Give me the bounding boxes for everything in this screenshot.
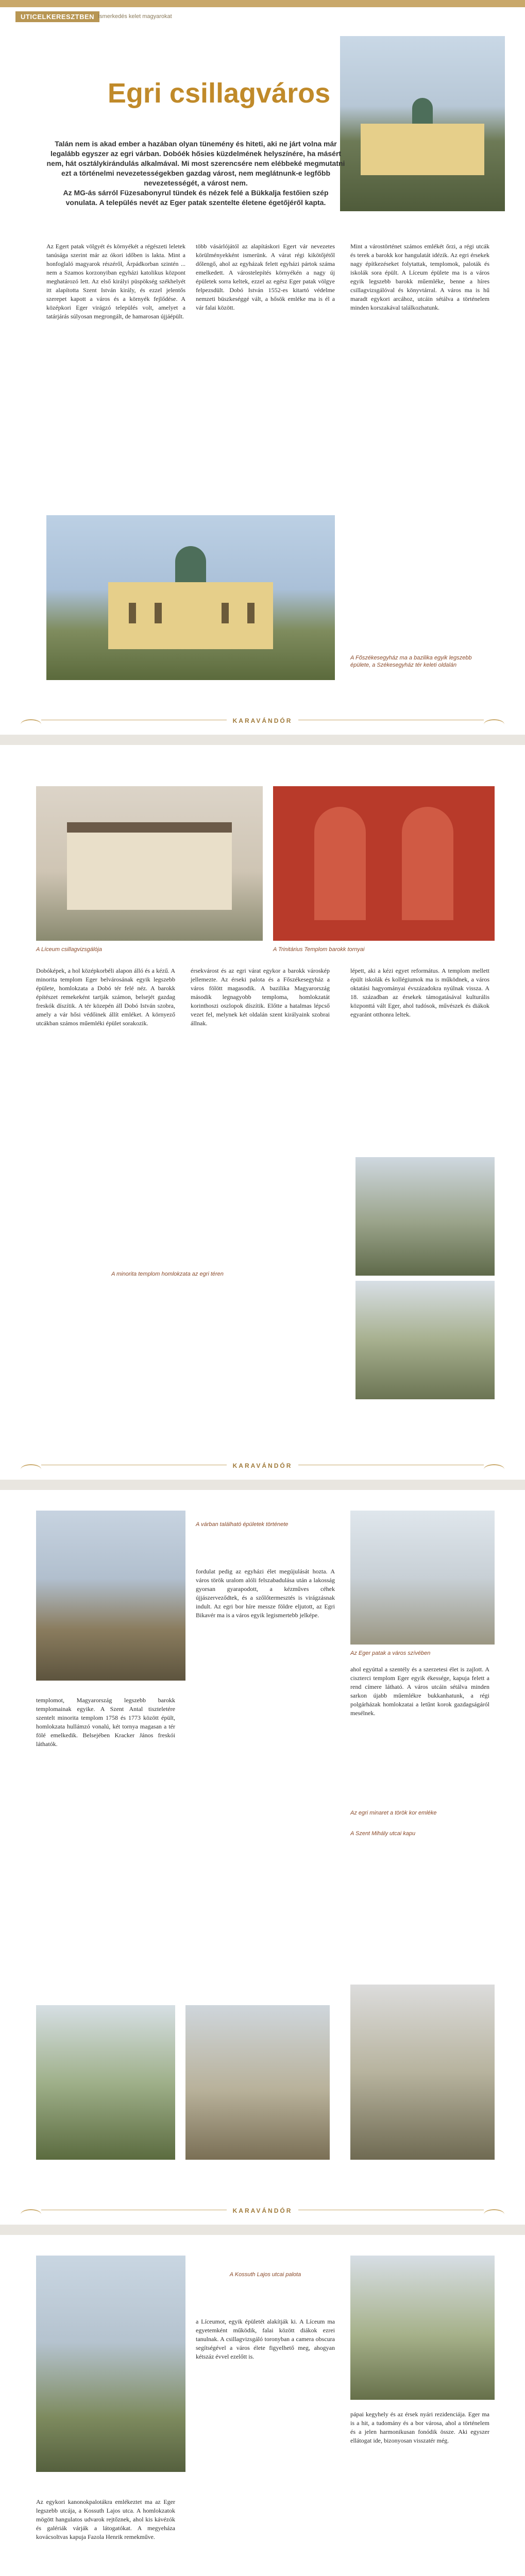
lyceum-photo — [36, 786, 263, 941]
courtyard-photo — [350, 1985, 495, 2160]
header-photo — [340, 36, 505, 211]
text-column-1: Az Egert patak völgyét és környékét a régészeti leletek tanúsága szerint már az ókori időben is lakta. Mint a honfoglaló magyarok részéről, Árpádkorban szintén ... nem a Szamos korzonyiban egyházi katolikus központ meghatározó lett. Az első királyi püspökség székhelyét itt alapította Szent István király, és ezzel jelentős szerepet kapott a város és a környék fejlődése. A középkori Eger virágzó település volt, amelyet a tatárjárás súlyosan megrongált, de hamarosan újjáépült. — [46, 243, 185, 320]
text-column-2: több vásárlójától az alapításkori Egert vár nevezetes körülményekként ismerünk. A várat régi kikötőjétől dőlengő, ahol az egyházak felett egyházi pártok száma emelkedett. A várostelepítés környékén a nagy új épületek sorra keltek, ezzel az egész Eger patak völgye felpezsdült. Dobó István 1552-es kitartó védelme nemzeti büszkeséggé vált, a hősök emléke ma is él a vár falai között. — [196, 243, 335, 311]
caption-3: A Trinitárius Templom barokk tornyai — [273, 946, 365, 953]
text-column-3: Mint a várostörténet számos emlékét őrzi, a régi utcák és terek a barokk kor hangulatát idézik. Az egri érsekek nagy építkezéseket folytattak, templomok, paloták és iskolák sora épült. A Líceum épülete ma is a város egyik legszebb barokk műemléke, benne a híres csillagvizsgálóval és könyvtárral. A város ma is hű maradt egykori arcához, utcáin sétálva a történelem minden korszakával találkozhatunk. — [350, 243, 489, 311]
castle-wall-photo — [355, 1157, 495, 1276]
page-1 — [0, 0, 525, 735]
section-tag: UTICELKERESZTBEN — [15, 11, 99, 22]
article-title: Egri csillagváros — [107, 78, 331, 109]
article-lead-2: Az MG-ás sárról Füzesabonyrul tündek és nézek felé a Bükkalja festőien szép vonulata. A település nevét az Eger patak szentelte életene égetőjéről kapta. — [63, 189, 329, 207]
caption-8: A Szent Mihály utcai kapu — [350, 1831, 416, 1837]
caption-6: Az Eger patak a város szívében — [350, 1650, 431, 1656]
garden-photo — [36, 2005, 175, 2160]
footer-label: KARAVÁNDÓR — [232, 2207, 293, 2214]
text-column-2: érsekvárost és az egri várat egykor a barokk városkép jellemezte. Az érseki palota és a Főszékesegyház a város fölött magasodik. A bazilika Magyarország második legnagyobb temploma, homlokzatát korinthoszi oszlopok díszítik. Előtte a hatalmas lépcső vezet fel, melynek két oldalán szent királyaink szobrai állnak. — [191, 967, 330, 1027]
street-photo — [355, 1281, 495, 1399]
footer-label: KARAVÁNDÓR — [232, 717, 293, 724]
footer-label: KARAVÁNDÓR — [232, 1462, 293, 1469]
top-bar — [0, 0, 525, 7]
text-column-2: fordulat pedig az egyházi élet megújulását hozta. A város török uralom alóli felszabadulása után a lakosság gyorsan gyarapodott, a kézműves céhek újjászerveződtek, és a szőlőtermesztés is virágzásnak indult. Az egri bor híre messze földre eljutott, az Egri Bikavér ma is a város egyik legismertebb jelképe. — [196, 1568, 335, 1619]
cathedral-photo — [46, 515, 335, 680]
text-column-1: Dobóképek, a hol középkorbéli alapon álló és a kézű. A minorita templom Eger belvárosának egyik legszebb épülete, homlokzata a Dobó tér felé néz. A barokk építészet remekeként tartják számon, belsejét gazdag freskók díszítik. A tér közepén áll Dobó István szobra, amely a vár hősi védőinek állít emléket. A környező utcákban számos műemléki épület sorakozik. — [36, 967, 175, 1027]
minaret-photo — [350, 1511, 495, 1645]
caption-4: A minorita templom homlokzata az egri téren — [111, 1271, 224, 1277]
text-column-2: a Líceumot, egyik épületét alakítják ki. A Líceum ma egyetemként működik, falai között diákok ezrei tanulnak. A csillagvizsgáló toronyban a camera obscura segítségével a város élete figyelhető meg, ahogyan kétszáz évvel ezelőtt is. — [196, 2318, 335, 2360]
tower-photo — [185, 2005, 330, 2160]
church-photo — [350, 2256, 495, 2400]
caption-9: A Kossuth Lajos utcai palota — [229, 2272, 301, 2278]
text-column-3: lépett, aki a kézi egyet református. A templom mellett épült iskolák és kollégiumok ma is működnek, a város oktatási hagyományai évszázadokra nyúlnak vissza. A 18. században az érsekek támogatásával kulturális központtá vált Eger, ahol tudósok, művészek és diákok egyaránt otthonra leltek. — [350, 967, 489, 1018]
caption-7: Az egri minaret a török kor emléke — [350, 1810, 437, 1816]
text-column-3: pápai kegyhely és az érsek nyári rezidenciája. Eger ma is a hit, a tudomány és a bor városa, ahol a történelem és a jelen harmonikusan fonódik össze. Aki egyszer ellátogat ide, bizonyosan visszatér még. — [350, 2411, 489, 2444]
page-3 — [0, 1490, 525, 2225]
text-column-1: templomot, Magyarország legszebb barokk templomainak egyike. A Szent Antal tiszteletére szentelt minorita templom 1758 és 1773 között épült, homlokzata hullámzó vonalú, két tornya magasan a tér fölé emelkedik. Belsejében Kracker János freskói láthatók. — [36, 1697, 175, 1748]
text-column-1: Az egykori kanonokpalotákra emlékeztet ma az Eger legszebb utcája, a Kossuth Lajos utca. A homlokzatok mögött hangulatos udvarok rejtőznek, ahol kis kávézók és galériák várják a látogatókat. A megyeháza kovácsoltvas kapuja Fazola Henrik remekműve. — [36, 2498, 175, 2540]
text-column-3: ahol egyúttal a szentély és a szerzetesi élet is zajlott. A ciszterci templom Eger egyik ékessége, kapuja felett a rend címere látható. A város utcáin sétálva minden sarkon újabb műemlékre bukkanhatunk, a régi polgárházak homlokzatai a letűnt korok gazdagságáról mesélnek. — [350, 1666, 489, 1717]
page-4 — [0, 2235, 525, 2576]
page-2 — [0, 745, 525, 1480]
fortress-photo — [36, 1511, 185, 1681]
caption-5: A várban található épületek története — [196, 1521, 289, 1528]
caption-1: A Főszékesegyház ma a bazilika egyik legszebb épülete, a Székesegyház tér keleti oldalán — [350, 655, 472, 668]
article-lead: Talán nem is akad ember a hazában olyan tünemény és hiteti, aki ne járt volna már legalább egyszer az egri várban. Dobóék hősies küzdelmének helyszínére, ha másért nem, hát osztálykirándulás alkalmával. Mi most szerencsére nem elébbeké megmutatni ezt a történelmi nevezetességekben gazdag várost, nem meglátnunk-e legfőbb nevezetességét, a várost nem. — [46, 140, 345, 187]
palace-photo — [36, 2256, 185, 2472]
church-door-photo — [273, 786, 495, 941]
section-subtitle: Ismerkedés kelet magyarokat — [98, 13, 172, 20]
caption-2: A Líceum csillagvizsgálója — [36, 946, 102, 953]
